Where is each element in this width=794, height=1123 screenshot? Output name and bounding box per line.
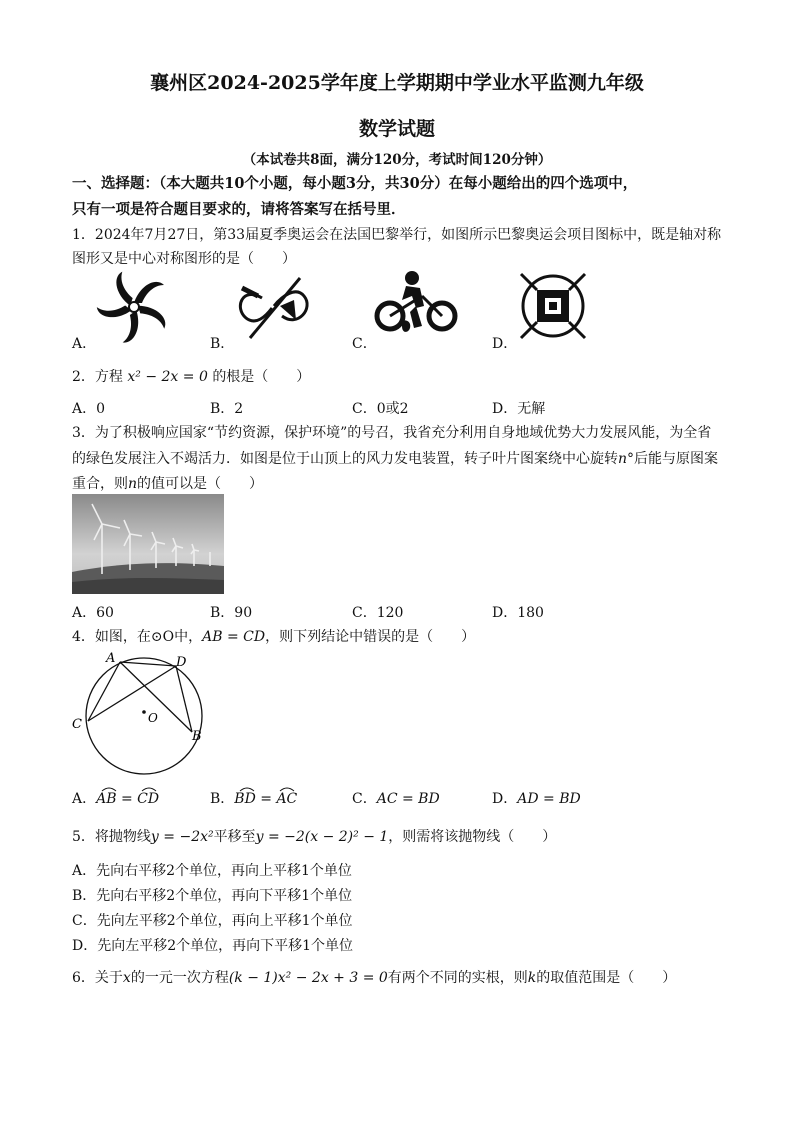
- q6-stem-pre: 6．关于: [72, 970, 123, 986]
- q3-angle-var: n°: [618, 451, 635, 467]
- q4-option-b-expr: BD = AC: [234, 791, 298, 807]
- q5-option-b: B．先向右平移2个单位，再向下平移1个单位: [72, 888, 353, 904]
- q5-option-d: D．先向左平移2个单位，再向下平移1个单位: [72, 938, 354, 954]
- q2-option-c: C．0或2: [352, 401, 409, 417]
- q2-equation: x² − 2x = 0: [127, 369, 208, 385]
- q3-option-a: A．60: [72, 605, 114, 621]
- q4-option-a-text: AB = CD: [96, 791, 160, 807]
- target-icon: [515, 268, 591, 344]
- q5-stem-post: ，则需将该抛物线（ ）: [388, 829, 557, 845]
- q1-stem-line2: 图形又是中心对称图形的是（ ）: [72, 251, 296, 267]
- point-label-b: B: [192, 729, 202, 744]
- q4-option-c-expr: AC = BD: [376, 791, 440, 807]
- q6-stem-mid2: 有两个不同的实根，则: [387, 970, 528, 986]
- q6-stem-post: 的取值范围是（ ）: [536, 970, 677, 986]
- q3-line3-post: 的值可以是（ ）: [137, 476, 264, 492]
- point-label-a: A: [106, 651, 116, 666]
- q1-option-d: D．: [492, 336, 518, 352]
- q5-option-c: C．先向左平移2个单位，再向上平移1个单位: [72, 913, 353, 929]
- q1-option-b: B．: [210, 336, 235, 352]
- q4-option-a-letter: A．: [72, 791, 97, 807]
- q3-stem-line1: 3．为了积极响应国家“节约资源，保护环境”的号召，我省充分利用自身地域优势大力发展风能，为全省: [72, 425, 712, 441]
- q4-option-c-letter: C．: [352, 791, 377, 807]
- q4-option-b-letter: B．: [210, 791, 235, 807]
- q4-option-d-letter: D．: [492, 791, 518, 807]
- q1-option-a: A．: [72, 336, 97, 352]
- q6-stem: [72, 967, 676, 987]
- q2-option-b: B．2: [210, 401, 244, 417]
- q3-line2-pre: 的绿色发展注入不竭活力．如图是位于山顶上的风力发电装置，转子叶片图案绕中心旋转: [72, 451, 618, 467]
- q3-stem-line2: [72, 448, 718, 468]
- exam-title: 襄州区2024-2025学年度上学期期中学业水平监测九年级: [150, 72, 644, 94]
- q4-option-d-expr: AD = BD: [517, 791, 581, 807]
- q4-option-d: [492, 788, 581, 808]
- wind-turbine-photo: [72, 494, 224, 594]
- q6-var-k: k: [527, 970, 537, 986]
- q4-stem: [72, 626, 475, 646]
- q4-option-c: [352, 788, 440, 808]
- q4-option-a-expr: [96, 791, 159, 807]
- q6-stem-mid: 的一元一次方程: [130, 970, 229, 986]
- arc-mark-icon: [238, 784, 300, 792]
- q3-option-b: B．90: [210, 605, 253, 621]
- q2-stem: [72, 366, 310, 386]
- section-heading-line1: 一、选择题：（本大题共10个小题，每小题3分，共30分）在每小题给出的四个选项中，: [72, 175, 638, 192]
- q5-option-a: A．先向右平移2个单位，再向上平移1个单位: [72, 863, 352, 879]
- point-label-d: D: [176, 655, 187, 670]
- q4-stem-post: ，则下列结论中错误的是（ ）: [265, 629, 476, 645]
- q2-stem-pre: 2．方程: [72, 369, 123, 385]
- q1-stem-line1: 1．2024年7月27日，第33届夏季奥运会在法国巴黎举行，如图所示巴黎奥运会项目图标中，既是轴对称: [72, 227, 722, 243]
- section-heading-line2: 只有一项是符合题目要求的，请将答案写在括号里．: [72, 201, 406, 218]
- q3-line3-pre: 重合，则: [72, 476, 128, 492]
- arc-mark-icon: [100, 784, 162, 792]
- exam-subtitle: 数学试题: [358, 118, 435, 140]
- q3-option-c: C．120: [352, 605, 404, 621]
- point-label-o: O: [148, 711, 158, 725]
- q6-equation: (k − 1)x² − 2x + 3 = 0: [228, 970, 388, 986]
- q2-stem-post: 的根是（ ）: [212, 369, 311, 385]
- q6-var-x: x: [122, 970, 131, 986]
- q3-n-var: n: [128, 476, 138, 492]
- cyclist-icon: [372, 266, 460, 346]
- q5-stem: [72, 826, 556, 846]
- circle-diagram: [68, 646, 214, 776]
- q3-option-d: D．180: [492, 605, 544, 621]
- infinity-sport-icon: [232, 268, 314, 346]
- q5-stem-mid: 平移至: [213, 829, 256, 845]
- q5-eq1: y = −2x²: [150, 829, 214, 845]
- q5-eq2: y = −2(x − 2)² − 1: [255, 829, 389, 845]
- exam-note: （本试卷共8面，满分120分，考试时间120分钟）: [242, 152, 552, 168]
- q3-stem-line3: [72, 473, 263, 493]
- q3-line2-post: 后能与原图案: [634, 451, 719, 467]
- q5-stem-pre: 5．将抛物线: [72, 829, 151, 845]
- q2-option-a: A．0: [72, 401, 106, 417]
- point-label-c: C: [72, 717, 82, 732]
- pinwheel-icon: [95, 268, 173, 346]
- q4-stem-pre: 4．如图，在⊙O中，: [72, 629, 203, 645]
- q1-option-c: C．: [352, 336, 377, 352]
- q4-stem-eq: AB = CD: [202, 629, 266, 645]
- q2-option-d: D．无解: [492, 401, 546, 417]
